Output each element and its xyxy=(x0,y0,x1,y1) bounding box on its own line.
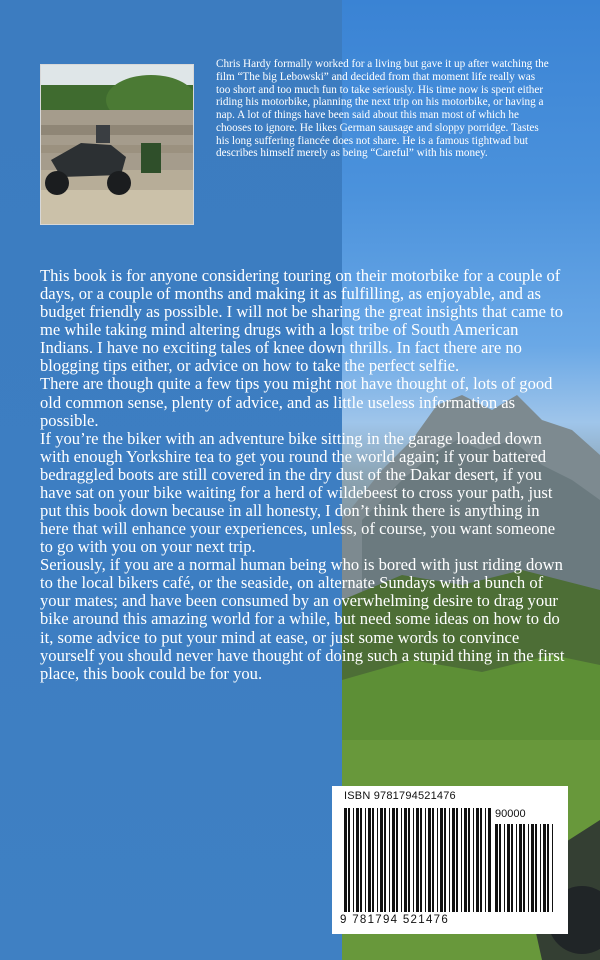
barcode-digits: 9 781794 521476 xyxy=(340,914,450,926)
motorbike-photo-illustration xyxy=(41,65,193,224)
author-photo xyxy=(40,64,194,225)
blurb-paragraph: If you’re the biker with an adventure bike sitting in the garage loaded down with enough Yorkshire tea to get you round the world again; if your battered bedraggled boots are still covered in the dry dust of the Dakar desert, if you have sat on your bike waiting for a herd of wildebeest to cross your path, just put this book down because in all honesty, I don’t think there is anything in here that will enhance your experiences, unless, of course, you want someone to go with you on your next trip. xyxy=(40,428,556,557)
blurb-paragraph: There are though quite a few tips you might not have thought of, lots of good old common sense, plenty of advice, and as little useless information as possible. xyxy=(40,374,553,430)
blurb-paragraph: This book is for anyone considering touring on their motorbike for a couple of days, or a couple of months and making it as fulfilling, as enjoyable, and as budget friendly as possible. I will not be sharing the great insights that came to me while taking mind altering drugs with a lost tribe of South American Indians. I have no exciting tales of knee down thrills. In fact there are no blogging tips either, or advice on how to take the perfect selfie. xyxy=(40,266,564,376)
book-blurb xyxy=(40,267,572,683)
author-bio: Chris Hardy formally worked for a living but gave it up after watching the film “The big Lebowski” and decided from that moment life really was too short and too much fun to take seriously. His time now is spent either riding his motorbike, planning the next trip on his motorbike, or having a nap. A lot of things have been said about this man most of which he chooses to ignore. He likes German sausage and sloppy porridge. Tastes his long suffering fiancée does not share. He is a famous tightwad but describes himself merely as being “Careful” with his money. xyxy=(216,58,549,160)
price-code: 90000 xyxy=(495,808,526,820)
isbn-label: ISBN 9781794521476 xyxy=(344,790,456,802)
price-barcode-bars xyxy=(495,824,555,912)
blurb-paragraph: Seriously, if you are a normal human being who is bored with just riding down to the local bikers café, or the seaside, on alternate Sundays with a bunch of your mates; and have been consumed by an overwhelming desire to drag your bike around this amazing world for a while, but need some ideas on how to do it, some advice to put your mind at ease, or just some words to convince yourself you should never have thought of doing such a stupid thing in the first place, this book could be for you. xyxy=(40,555,565,683)
isbn-barcode xyxy=(332,786,568,934)
barcode-bars xyxy=(344,808,494,912)
